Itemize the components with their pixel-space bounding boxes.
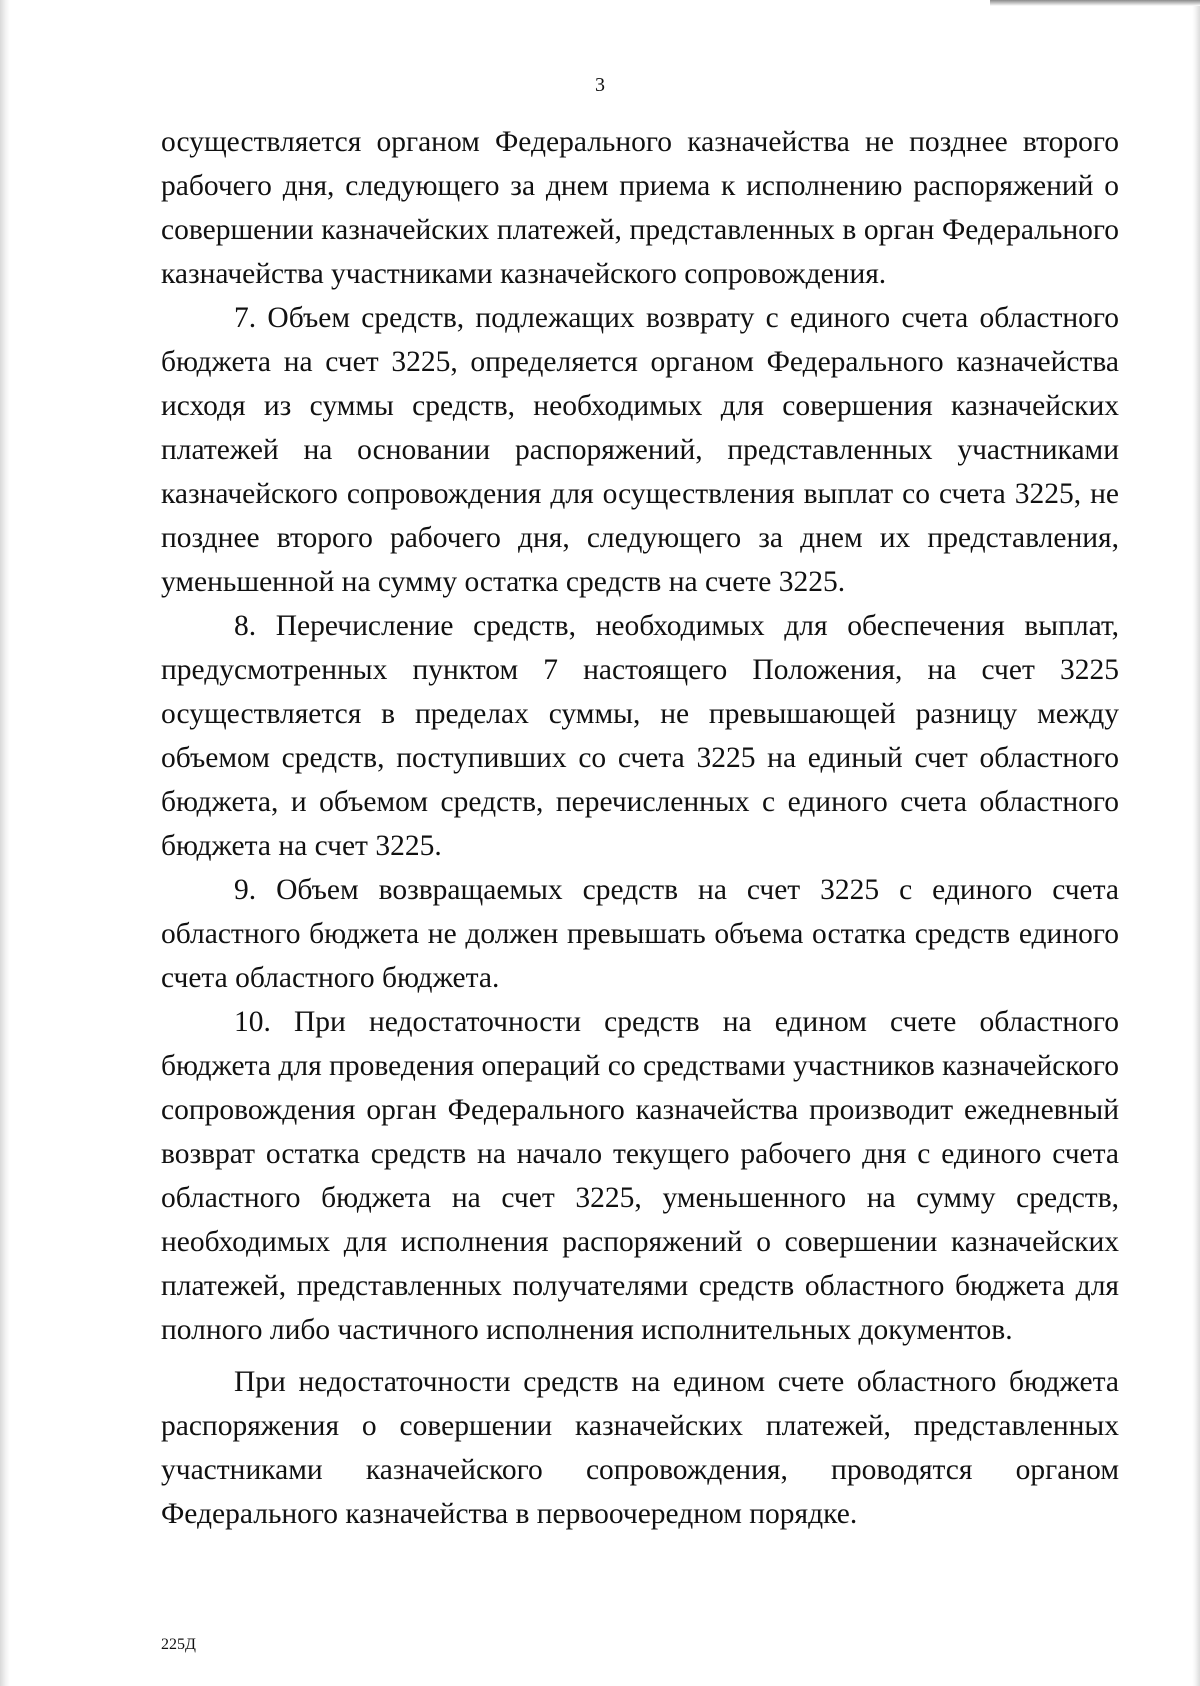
scan-edge-left: [0, 0, 10, 1686]
paragraph-item-10: 10. При недостаточности средств на едином счете областного бюджета для проведения операций со средствами участников казначейского сопровождения орган Федерального казначейства производит ежедневный возврат остатка средств на начало текущего рабочего дня с единого счета областного бюджета на счет 3225, уменьшенного на сумму средств, необходимых для исполнения распоряжений о совершении казначейских платежей, представленных получателями средств областного бюджета для полного либо частичного исполнения исполнительных документов.: [161, 1006, 1119, 1346]
document-body: [161, 120, 1119, 1536]
paragraph-item-9: 9. Объем возвращаемых средств на счет 3225 с единого счета областного бюджета не должен превышать объема остатка средств единого счета областного бюджета.: [161, 874, 1119, 994]
page-number: 3: [595, 74, 605, 96]
paragraph-item-10-continued: При недостаточности средств на едином счете областного бюджета распоряжения о совершении казначейских платежей, представленных участниками казначейского сопровождения, проводятся органом Федерального казначейства в первоочередном порядке.: [161, 1366, 1119, 1530]
paragraph-continuation: осуществляется органом Федерального казначейства не позднее второго рабочего дня, следующего за днем приема к исполнению распоряжений о совершении казначейских платежей, представленных в орган Федерального казначейства участниками казначейского сопровождения.: [161, 126, 1119, 290]
scan-edge-top: [990, 0, 1200, 6]
document-code: 225Д: [161, 1636, 196, 1653]
paragraph-item-8: 8. Перечисление средств, необходимых для обеспечения выплат, предусмотренных пунктом 7 настоящего Положения, на счет 3225 осуществляется в пределах суммы, не превышающей разницу между объемом средств, поступивших со счета 3225 на единый счет областного бюджета, и объемом средств, перечисленных с единого счета областного бюджета на счет 3225.: [161, 610, 1119, 862]
paragraph-item-7: 7. Объем средств, подлежащих возврату с единого счета областного бюджета на счет 3225, определяется органом Федерального казначейства исходя из суммы средств, необходимых для совершения казначейских платежей на основании распоряжений, представленных участниками казначейского сопровождения для осуществления выплат со счета 3225, не позднее второго рабочего дня, следующего за днем их представления, уменьшенной на сумму остатка средств на счете 3225.: [161, 302, 1119, 598]
scan-edge-right: [1192, 0, 1200, 1686]
